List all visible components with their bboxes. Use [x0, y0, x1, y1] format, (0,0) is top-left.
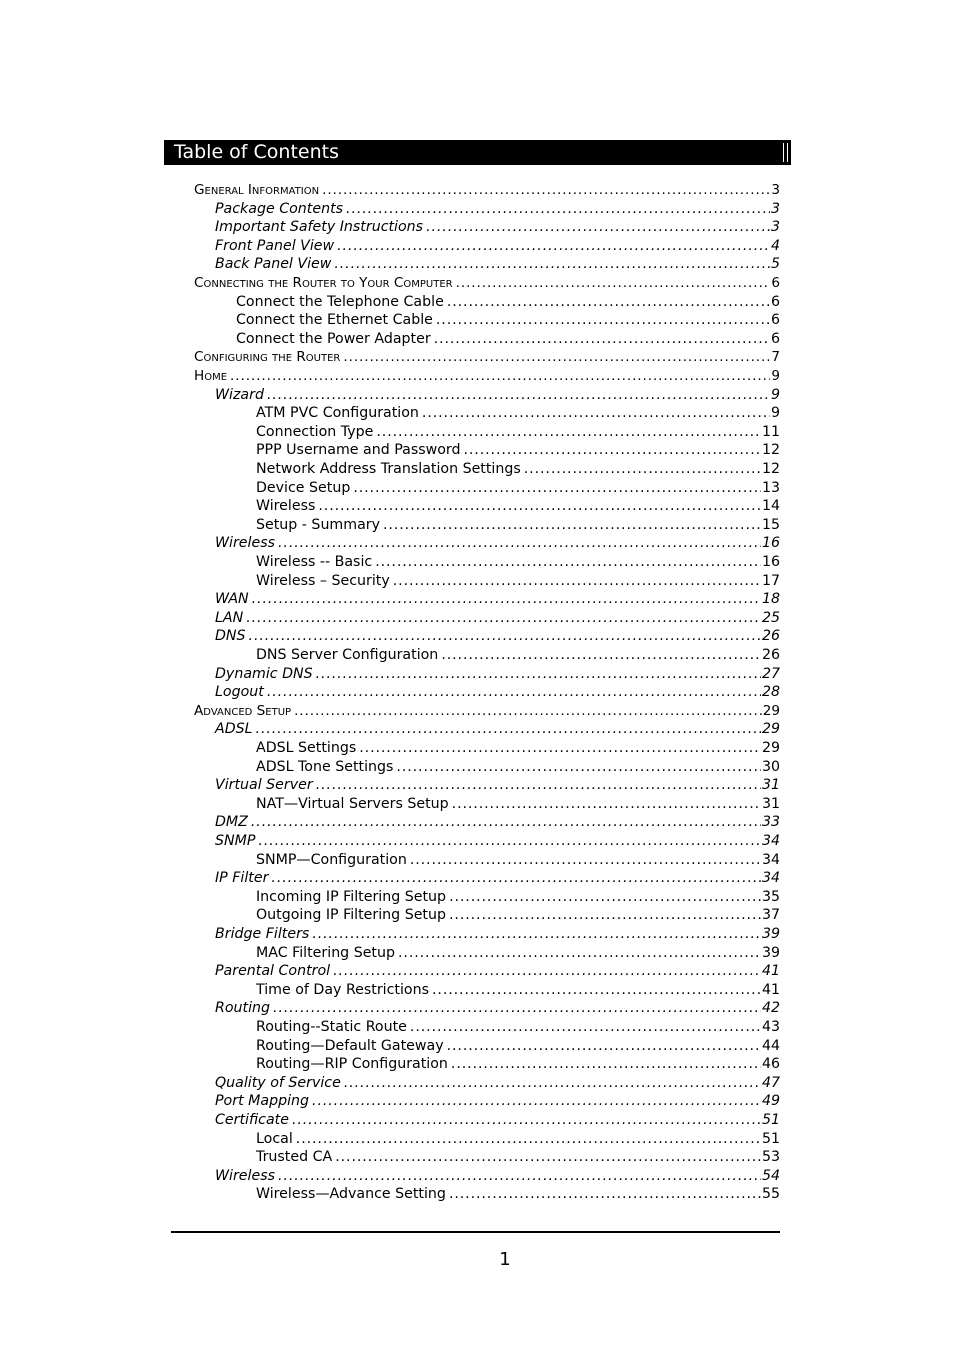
toc-entry-label: ATM PVC Configuration	[256, 405, 419, 422]
toc-entry-page: 55	[761, 1186, 780, 1203]
dot-leader	[344, 1075, 761, 1091]
toc-entry[interactable]	[256, 498, 780, 517]
toc-entry-page: 6	[771, 275, 780, 291]
toc-entry[interactable]	[215, 1168, 780, 1187]
toc-entry-page: 31	[761, 795, 780, 812]
toc-entry[interactable]	[215, 535, 780, 554]
toc-entry[interactable]	[256, 740, 780, 759]
toc-entry[interactable]	[256, 796, 780, 815]
toc-entry-label: Wireless -- Basic	[256, 554, 373, 570]
toc-entry[interactable]	[215, 666, 780, 685]
dot-leader	[434, 331, 770, 347]
dot-leader	[410, 1019, 761, 1035]
toc-entry-page: 3	[770, 219, 780, 236]
toc-entry-label: Virtual Server	[215, 777, 313, 794]
toc-entry-label: Time of Day Restrictions	[256, 981, 429, 998]
toc-entry[interactable]	[256, 405, 780, 424]
toc-entry[interactable]	[256, 1186, 780, 1205]
dot-leader	[376, 424, 761, 440]
toc-entry-page: 30	[761, 758, 780, 775]
toc-entry[interactable]	[256, 517, 780, 536]
dot-leader	[271, 870, 761, 886]
toc-entry[interactable]	[215, 814, 780, 833]
dot-leader	[316, 777, 761, 793]
dot-leader	[398, 945, 761, 961]
toc-entry-label: Routing—RIP Configuration	[256, 1056, 448, 1073]
dot-leader	[441, 647, 761, 663]
toc-entry[interactable]	[236, 294, 780, 313]
toc-entry-label: DMZ	[215, 814, 248, 831]
toc-entry-page: 29	[761, 721, 780, 738]
toc-entry-page: 17	[761, 572, 780, 589]
toc-entry[interactable]	[256, 442, 780, 461]
toc-entry-page: 16	[761, 554, 780, 570]
toc-entry-page: 54	[761, 1167, 780, 1184]
dot-leader	[251, 814, 761, 830]
dot-leader	[318, 498, 761, 514]
toc-entry-label: Home	[194, 368, 228, 384]
toc-entry-page: 9	[770, 386, 780, 403]
toc-entry-page: 33	[761, 814, 780, 831]
toc-entry[interactable]	[215, 963, 780, 982]
toc-entry[interactable]	[215, 1093, 780, 1112]
toc-entry-label: Package Contents	[215, 200, 344, 217]
toc-entry[interactable]	[256, 907, 780, 926]
toc-entry-page: 7	[771, 349, 780, 366]
toc-entry-page: 42	[761, 1000, 780, 1017]
dot-leader	[316, 666, 761, 682]
toc-entry-page: 39	[761, 926, 780, 942]
dot-leader	[343, 349, 770, 365]
dot-leader	[258, 833, 761, 849]
toc-entry-page: 25	[761, 609, 780, 626]
page-number: 1	[499, 1249, 511, 1270]
toc-entry-page: 11	[761, 423, 780, 440]
toc-entry-page: 12	[761, 461, 780, 477]
toc-entry-page: 43	[761, 1019, 780, 1035]
dot-leader	[451, 1056, 761, 1072]
toc-entry-label: Wireless	[215, 535, 275, 552]
toc-entry-label: Network Address Translation Settings	[256, 461, 521, 477]
toc-entry-label: General Information	[194, 182, 320, 198]
toc-entry-label: ADSL Settings	[256, 740, 357, 756]
toc-entry[interactable]	[256, 647, 780, 666]
dot-leader	[524, 461, 761, 477]
toc-entry[interactable]	[215, 201, 780, 220]
dot-leader	[463, 442, 760, 458]
dot-leader	[432, 982, 761, 998]
toc-entry-label: Advanced Setup	[194, 702, 292, 719]
toc-entry-page: 6	[770, 330, 780, 347]
toc-entry-page: 34	[761, 851, 780, 868]
dot-leader	[230, 368, 770, 384]
dot-leader	[312, 1093, 761, 1109]
toc-entry[interactable]	[215, 684, 780, 703]
toc-entry[interactable]	[256, 461, 780, 480]
toc-entry-page: 16	[761, 535, 780, 552]
toc-entry-label: NAT—Virtual Servers Setup	[256, 795, 449, 812]
toc-entry-label: Dynamic DNS	[215, 665, 313, 682]
dot-leader	[249, 628, 761, 644]
toc-entry-page: 31	[761, 777, 780, 794]
toc-entry[interactable]	[215, 1000, 780, 1019]
dot-leader	[335, 1149, 761, 1165]
toc-entry-label: Routing--Static Route	[256, 1019, 407, 1035]
toc-entry-label: Front Panel View	[215, 237, 335, 254]
toc-entry[interactable]	[194, 182, 780, 201]
dot-leader	[449, 1186, 761, 1202]
toc-entry-label: Important Safety Instructions	[215, 219, 424, 236]
toc-entry-page: 53	[761, 1149, 780, 1166]
toc-entry-page: 12	[761, 442, 780, 459]
toc-entry-label: IP Filter	[215, 870, 269, 887]
toc-entry[interactable]	[236, 312, 780, 331]
dot-leader	[447, 294, 770, 310]
toc-entry[interactable]	[256, 982, 780, 1001]
toc-entry-label: Connect the Power Adapter	[236, 330, 431, 347]
toc-entry-page: 35	[761, 888, 780, 905]
toc-entry-label: Outgoing IP Filtering Setup	[256, 907, 446, 924]
toc-entry-label: SNMP—Configuration	[256, 851, 407, 868]
toc-entry[interactable]	[215, 256, 780, 275]
toc-entry-label: Connection Type	[256, 423, 374, 440]
toc-entry-label: Connect the Ethernet Cable	[236, 312, 433, 329]
footer-divider	[171, 1231, 780, 1233]
dot-leader	[278, 1168, 761, 1184]
dot-leader	[456, 275, 771, 291]
toc-entry[interactable]	[194, 368, 780, 387]
toc-entry[interactable]	[215, 1112, 780, 1131]
dot-leader	[383, 517, 761, 533]
toc-entry-label: Configuring the Router	[194, 349, 341, 366]
toc-entry-label: Incoming IP Filtering Setup	[256, 888, 447, 905]
toc-entry-page: 47	[761, 1074, 780, 1091]
toc-entry[interactable]	[215, 591, 780, 610]
toc-entry-page: 34	[761, 833, 780, 849]
toc-entry[interactable]	[215, 1075, 780, 1094]
dot-leader	[452, 796, 761, 812]
toc-entry[interactable]	[215, 926, 780, 945]
dot-leader	[359, 740, 761, 756]
dot-leader	[273, 1000, 761, 1016]
toc-entry-page: 14	[761, 498, 780, 515]
toc-entry-label: Routing—Default Gateway	[256, 1037, 444, 1054]
toc-entry-page: 41	[761, 981, 780, 998]
toc-entry-page: 37	[761, 907, 780, 924]
toc-entry-label: Wireless—Advance Setting	[256, 1186, 446, 1203]
toc-entry-label: Quality of Service	[215, 1074, 341, 1091]
toc-entry-page: 4	[770, 237, 780, 254]
toc-entry-label: Connect the Telephone Cable	[236, 293, 444, 310]
toc-entry-page: 46	[761, 1056, 780, 1073]
toc-entry[interactable]	[256, 1149, 780, 1168]
toc-entry-label: Setup - Summary	[256, 516, 380, 533]
toc-entry-page: 15	[761, 516, 780, 533]
toc-entry-label: ADSL	[215, 721, 253, 738]
toc-entry-page: 3	[770, 200, 780, 217]
toc-entry-page: 29	[761, 740, 780, 756]
toc-entry[interactable]	[215, 628, 780, 647]
toc-entry-page: 34	[761, 870, 780, 887]
toc-entry-label: Local	[256, 1130, 293, 1147]
toc-entry-label: Wireless – Security	[256, 572, 390, 589]
toc-entry-page: 26	[761, 647, 780, 663]
toc-entry[interactable]	[256, 1019, 780, 1038]
toc-header-bar	[164, 140, 791, 165]
toc-entry[interactable]	[194, 703, 780, 722]
header-bar-end-mark	[783, 143, 788, 162]
dot-leader	[322, 182, 770, 198]
toc-entry[interactable]	[215, 610, 780, 629]
toc-entry[interactable]	[215, 721, 780, 740]
dot-leader	[426, 219, 770, 235]
toc-entry[interactable]	[256, 424, 780, 443]
toc-entry-label: Parental Control	[215, 963, 331, 980]
toc-entry[interactable]	[215, 238, 780, 257]
toc-entry-label: MAC Filtering Setup	[256, 944, 395, 961]
dot-leader	[267, 387, 770, 403]
toc-entry-label: Bridge Filters	[215, 926, 310, 942]
toc-entry[interactable]	[215, 833, 780, 852]
toc-entry-page: 5	[770, 256, 780, 273]
toc-entry[interactable]	[256, 889, 780, 908]
toc-entry-label: Wizard	[215, 386, 264, 403]
toc-entry-label: ADSL Tone Settings	[256, 758, 394, 775]
dot-leader	[267, 684, 761, 700]
toc-entry-label: LAN	[215, 609, 244, 626]
toc-entry[interactable]	[256, 480, 780, 499]
toc-entry-label: Wireless	[256, 498, 316, 515]
toc-entry[interactable]	[236, 331, 780, 350]
toc-entry-label: PPP Username and Password	[256, 442, 461, 459]
dot-leader	[447, 1038, 761, 1054]
toc-entry[interactable]	[215, 870, 780, 889]
toc-entry[interactable]	[215, 219, 780, 238]
toc-entry-page: 13	[761, 479, 780, 496]
toc-entry-label: Back Panel View	[215, 256, 332, 273]
dot-leader	[346, 201, 770, 217]
dot-leader	[449, 889, 761, 905]
dot-leader	[436, 312, 770, 328]
toc-entry-label: Wireless	[215, 1167, 275, 1184]
toc-entry-page: 26	[761, 628, 780, 645]
toc-entry[interactable]	[256, 945, 780, 964]
toc-entry-label: Trusted CA	[256, 1149, 333, 1166]
toc-entry-page: 9	[771, 368, 780, 384]
dot-leader	[292, 1112, 761, 1128]
dot-leader	[396, 759, 761, 775]
toc-entry-page: 44	[761, 1037, 780, 1054]
dot-leader	[256, 721, 761, 737]
toc-entry-page: 29	[762, 702, 780, 719]
dot-leader	[312, 926, 761, 942]
toc-entry[interactable]	[256, 1038, 780, 1057]
toc-entry-label: Certificate	[215, 1112, 289, 1128]
dot-leader	[334, 256, 770, 272]
toc-entry-page: 51	[761, 1112, 780, 1128]
dot-leader	[294, 703, 762, 719]
dot-leader	[296, 1131, 761, 1147]
toc-entry-page: 18	[761, 591, 780, 608]
toc-entry-label: Port Mapping	[215, 1093, 310, 1110]
toc-entry[interactable]	[256, 759, 780, 778]
toc-entry-label: Connecting the Router to Your Computer	[194, 275, 453, 291]
toc-entry[interactable]	[215, 777, 780, 796]
toc-entry-label: Logout	[215, 684, 264, 701]
toc-entry[interactable]	[194, 275, 780, 294]
toc-entry-page: 28	[761, 684, 780, 701]
dot-leader	[449, 907, 761, 923]
toc-entry-label: DNS	[215, 628, 246, 645]
toc-entry-label: DNS Server Configuration	[256, 647, 439, 663]
toc-entry-page: 49	[761, 1093, 780, 1110]
dot-leader	[422, 405, 770, 421]
dot-leader	[278, 535, 761, 551]
toc-entry-label: Routing	[215, 1000, 271, 1017]
toc-entry-page: 27	[761, 665, 780, 682]
toc-entry-page: 6	[770, 293, 780, 310]
toc-entry[interactable]	[256, 573, 780, 592]
toc-entry-page: 51	[761, 1130, 780, 1147]
toc-entry[interactable]	[194, 349, 780, 368]
toc-entry-page: 3	[771, 182, 780, 198]
dot-leader	[410, 852, 761, 868]
dot-leader	[246, 610, 761, 626]
toc-entry-page: 39	[761, 944, 780, 961]
toc-entry[interactable]	[256, 1056, 780, 1075]
dot-leader	[333, 963, 761, 979]
dot-leader	[252, 591, 761, 607]
toc-entry-label: SNMP	[215, 833, 256, 849]
toc-entry[interactable]	[256, 554, 780, 573]
toc-entry-page: 6	[770, 312, 780, 329]
toc-entry-label: Device Setup	[256, 479, 351, 496]
toc-entry-page: 9	[770, 405, 780, 422]
toc-entry-label: WAN	[215, 591, 249, 608]
dot-leader	[393, 573, 761, 589]
dot-leader	[337, 238, 770, 254]
toc-entry[interactable]	[256, 1131, 780, 1150]
toc-entry-page: 41	[761, 963, 780, 980]
dot-leader	[353, 480, 761, 496]
toc-entry[interactable]	[215, 387, 780, 406]
dot-leader	[375, 554, 761, 570]
toc-entry[interactable]	[256, 852, 780, 871]
page-title: Table of Contents	[174, 141, 339, 163]
